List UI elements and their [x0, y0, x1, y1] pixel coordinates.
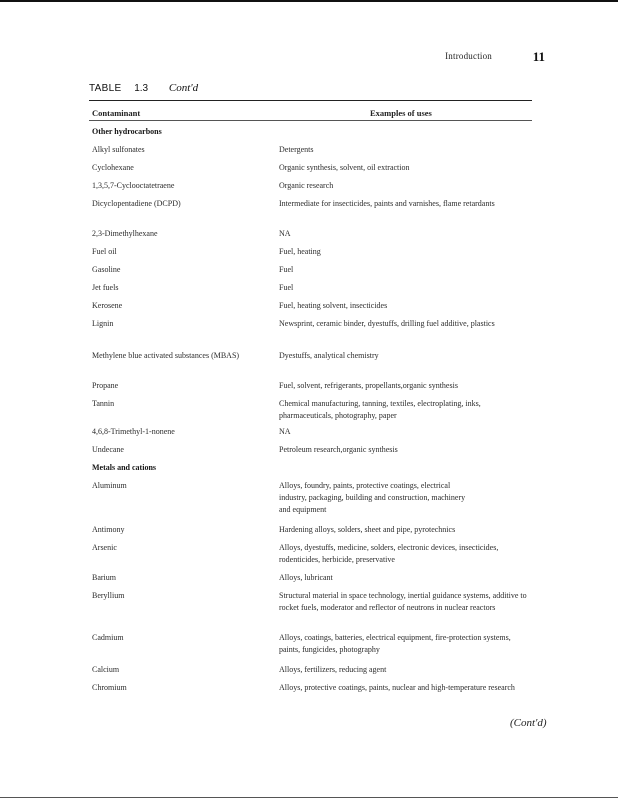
- uses-cell: Detergents: [279, 145, 314, 154]
- table-caption: [89, 82, 198, 94]
- bottom-page-rule: [0, 797, 618, 798]
- column-header-contaminant: Contaminant: [92, 108, 141, 118]
- uses-cell-group: [279, 480, 531, 516]
- uses-cell: Alloys, protective coatings, paints, nuclear and high-temperature research: [279, 683, 515, 692]
- uses-cell: Fuel, heating: [279, 247, 321, 256]
- table-top-rule: [89, 100, 532, 101]
- uses-cell: Fuel: [279, 265, 294, 274]
- uses-cell: Fuel: [279, 283, 294, 292]
- running-header-section: Introduction: [445, 51, 492, 61]
- column-header-uses: Examples of uses: [370, 108, 432, 118]
- uses-cell: Fuel, solvent, refrigerants, propellants,organic synthesis: [279, 381, 458, 390]
- table-continued-label: Cont'd: [168, 82, 199, 94]
- uses-cell: Organic research: [279, 181, 334, 190]
- uses-cell: Alloys, lubricant: [279, 573, 333, 582]
- uses-cell-line: and equipment: [279, 505, 327, 514]
- uses-cell: Petroleum research,organic synthesis: [279, 445, 398, 454]
- group-heading: Other hydrocarbons: [92, 127, 162, 136]
- table-label: TABLE: [89, 83, 122, 94]
- contaminant-cell: Undecane: [92, 445, 124, 454]
- uses-cell-line: Alloys, foundry, paints, protective coatings, electrical: [279, 481, 451, 490]
- contaminant-cell: 4,6,8-Trimethyl-1-nonene: [92, 427, 175, 436]
- uses-cell: Hardening alloys, solders, sheet and pipe, pyrotechnics: [279, 525, 456, 534]
- contaminant-cell: 1,3,5,7-Cyclooctatetraene: [92, 181, 175, 190]
- uses-cell: Fuel, heating solvent, insecticides: [279, 301, 388, 310]
- contaminant-cell: Fuel oil: [92, 247, 117, 256]
- contaminant-cell: 2,3-Dimethylhexane: [92, 229, 158, 238]
- uses-cell-line-large: industry, packaging, building and construction, machinery: [279, 493, 466, 502]
- contaminant-cell: Antimony: [92, 525, 125, 534]
- contaminant-cell: Calcium: [92, 665, 120, 674]
- contaminant-cell: Alkyl sulfonates: [92, 145, 145, 154]
- running-header: [0, 49, 618, 65]
- uses-cell: Chemical manufacturing, tanning, textiles, electroplating, inks, pharmaceuticals, photography, paper: [279, 399, 481, 420]
- uses-cell: Intermediate for insecticides, paints and varnishes, flame retardants: [279, 199, 495, 208]
- contaminant-cell: Barium: [92, 573, 116, 582]
- contaminant-cell: Beryllium: [92, 591, 125, 600]
- contaminant-cell: Propane: [92, 381, 119, 390]
- contaminant-cell: Kerosene: [92, 301, 123, 310]
- contaminant-cell: Cyclohexane: [92, 163, 134, 172]
- contaminant-cell: Jet fuels: [92, 283, 119, 292]
- contaminant-cell: Chromium: [92, 683, 127, 692]
- group-heading: Metals and cations: [92, 463, 156, 472]
- contaminant-cell: Aluminum: [92, 481, 127, 490]
- uses-cell: Organic synthesis, solvent, oil extraction: [279, 163, 410, 172]
- uses-cell: Structural material in space technology, inertial guidance systems, additive to rocket fuels, moderator and reflector of neutrons in nuclear reactors: [279, 591, 527, 612]
- contaminant-cell: Cadmium: [92, 633, 124, 642]
- column-header-rule: [89, 120, 532, 121]
- uses-cell: NA: [279, 229, 291, 238]
- contaminant-cell: Tannin: [92, 399, 115, 408]
- uses-cell: Alloys, dyestuffs, medicine, solders, electronic devices, insecticides, rodenticides, herbicide, preservative: [279, 543, 499, 564]
- uses-cell: Alloys, fertilizers, reducing agent: [279, 665, 387, 674]
- uses-cell: Newsprint, ceramic binder, dyestuffs, drilling fuel additive, plastics: [279, 319, 495, 328]
- contaminant-cell: Gasoline: [92, 265, 121, 274]
- uses-cell: NA: [279, 427, 291, 436]
- table-continued-footer: (Cont'd): [510, 717, 547, 729]
- uses-cell: Alloys, coatings, batteries, electrical equipment, fire-protection systems, paints, fungicides, photography: [279, 633, 511, 654]
- uses-cell: Dyestuffs, analytical chemistry: [279, 351, 379, 360]
- contaminant-cell: Arsenic: [92, 543, 117, 552]
- page-number: 11: [532, 49, 545, 64]
- contaminant-cell: Dicyclopentadiene (DCPD): [92, 199, 181, 208]
- contaminant-cell: Lignin: [92, 319, 114, 328]
- table-number: 1.3: [134, 83, 149, 94]
- top-page-rule: [0, 0, 618, 2]
- contaminant-cell: Methylene blue activated substances (MBAS): [92, 351, 240, 360]
